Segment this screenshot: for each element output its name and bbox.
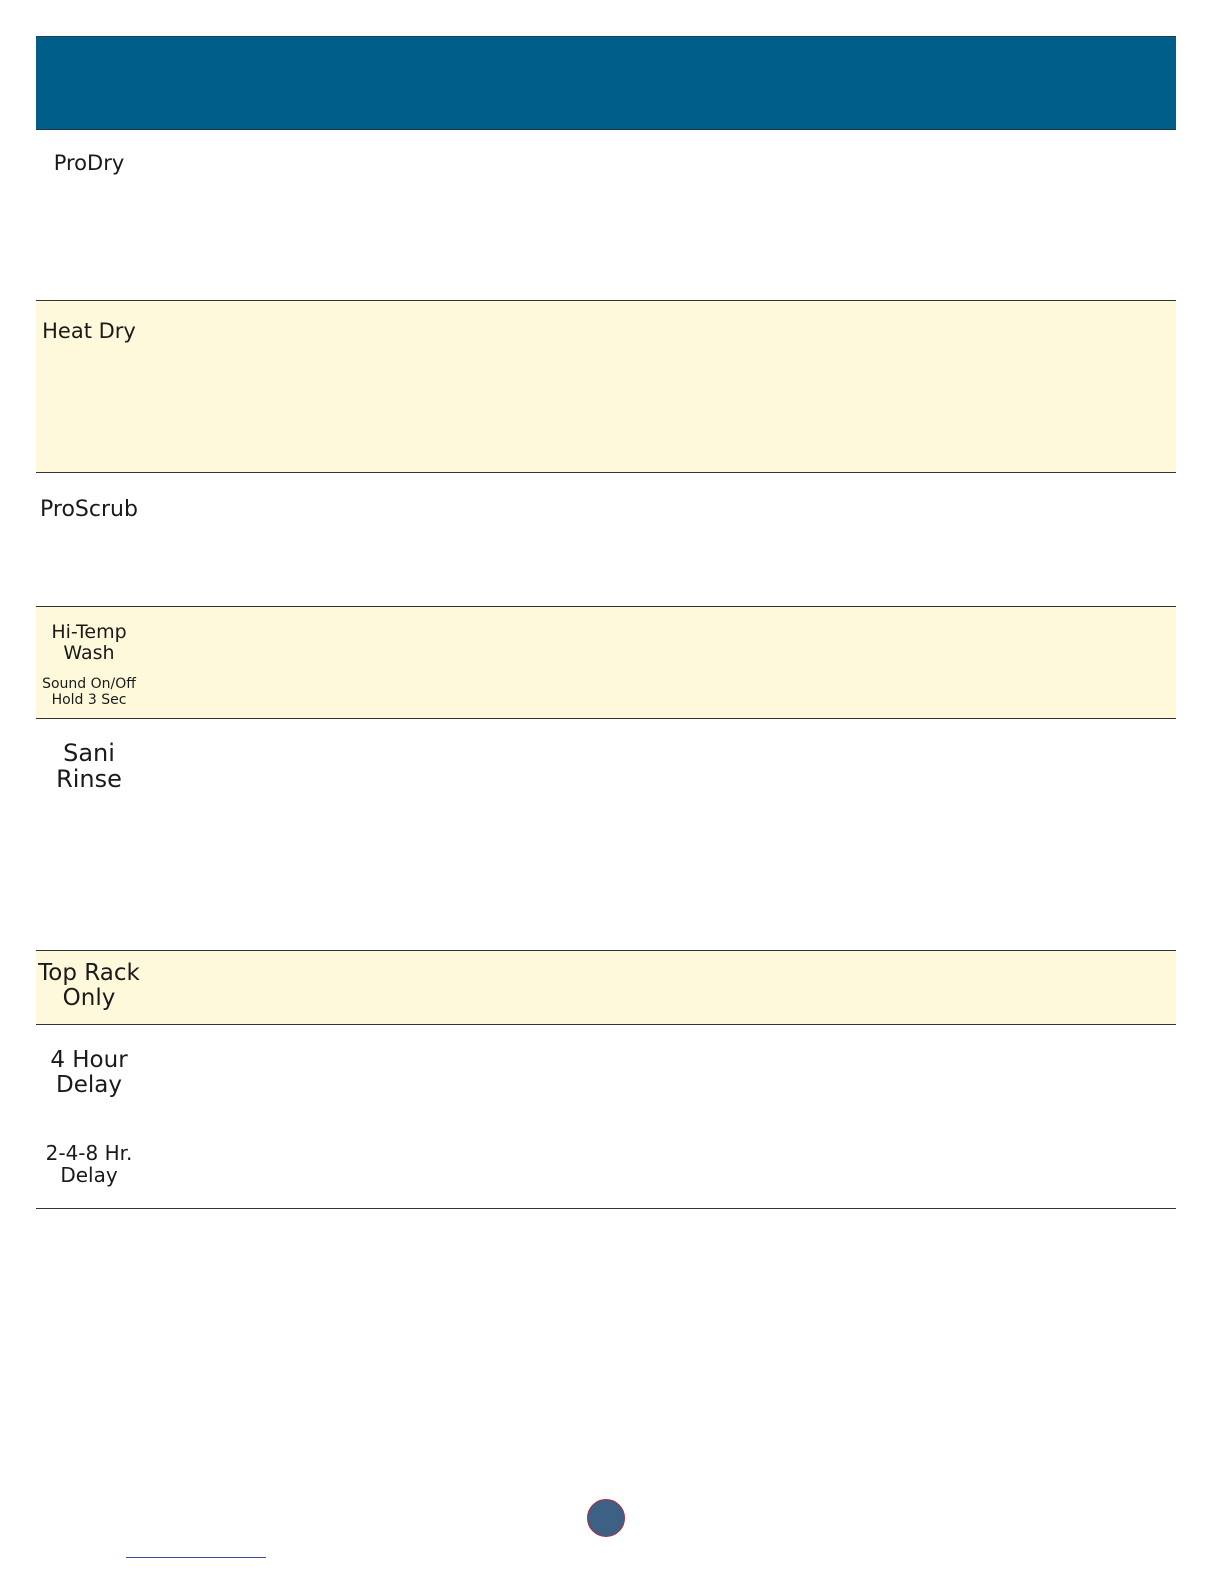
label-line: Delay xyxy=(60,1163,118,1187)
label-proscrub xyxy=(36,498,142,522)
label-hi-temp-wash xyxy=(36,622,142,664)
label-line: Sound On/Off xyxy=(42,676,136,692)
label-line: ProScrub xyxy=(40,497,138,522)
row-sani-rinse xyxy=(36,719,1176,951)
label-line: ProDry xyxy=(53,151,125,175)
label-line: Delay xyxy=(56,1072,122,1099)
label-line: Wash xyxy=(63,641,115,664)
row-delay xyxy=(36,1025,1176,1209)
label-line: Heat Dry xyxy=(42,319,136,343)
label-line: Sani xyxy=(63,739,115,767)
row-prodry xyxy=(36,129,1176,301)
label-line: Hold 3 Sec xyxy=(51,692,127,709)
label-heat-dry xyxy=(36,320,142,343)
label-sound-toggle xyxy=(36,676,142,708)
footer-rule xyxy=(126,1557,266,1558)
row-hi-temp-wash xyxy=(36,607,1176,719)
label-top-rack-only xyxy=(36,961,142,1012)
label-2-4-8-hr-delay xyxy=(36,1142,142,1186)
row-heat-dry xyxy=(36,301,1176,473)
label-line: Only xyxy=(62,985,116,1012)
label-line: 2-4-8 Hr. xyxy=(45,1141,133,1165)
label-line: Rinse xyxy=(56,765,122,794)
header-band xyxy=(36,36,1176,130)
label-line: Hi-Temp xyxy=(51,621,127,643)
label-4-hour-delay xyxy=(36,1048,142,1099)
label-line: 4 Hour xyxy=(50,1047,128,1073)
label-sani-rinse xyxy=(36,740,142,793)
label-prodry xyxy=(36,152,142,175)
page-number-badge xyxy=(587,1499,625,1537)
row-proscrub xyxy=(36,473,1176,607)
label-line: Top Rack xyxy=(38,960,140,986)
row-top-rack-only xyxy=(36,951,1176,1025)
